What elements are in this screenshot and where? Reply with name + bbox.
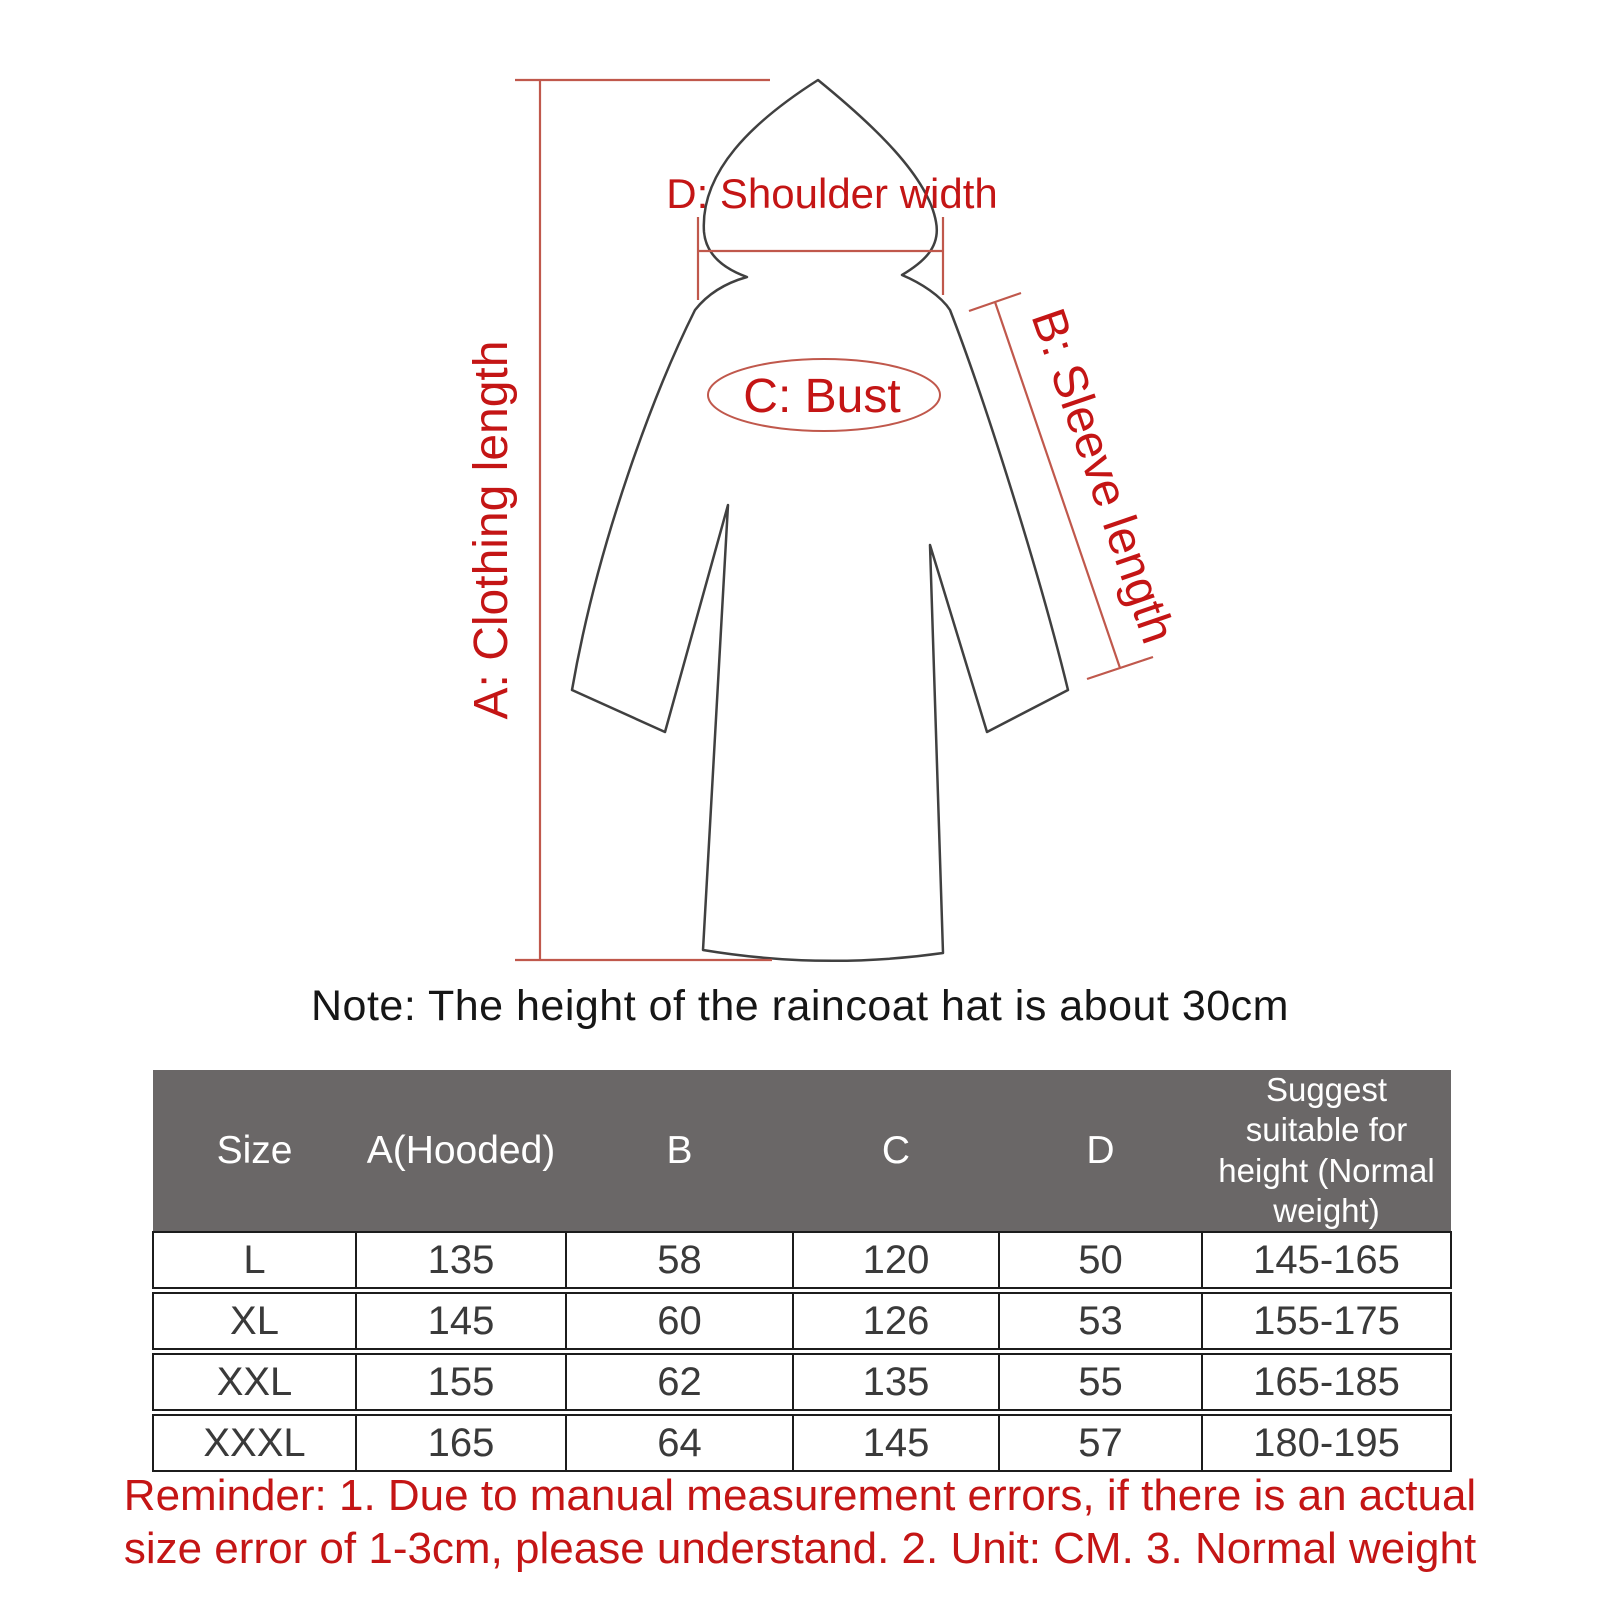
reminder-line-1: Reminder: 1. Due to manual measurement errors, if there is an actual bbox=[123, 1471, 1477, 1520]
table-header-cell: Suggest suitable for height (Normal weight) bbox=[1202, 1070, 1451, 1232]
table-cell: XXXL bbox=[153, 1413, 356, 1472]
table-cell: 135 bbox=[793, 1352, 999, 1413]
table-row-l bbox=[153, 1232, 1451, 1291]
table-cell: 50 bbox=[999, 1232, 1202, 1291]
table-cell: 155 bbox=[356, 1352, 566, 1413]
table-cell: 60 bbox=[566, 1291, 793, 1352]
table-cell: 165-185 bbox=[1202, 1352, 1451, 1413]
table-cell: 145 bbox=[793, 1413, 999, 1472]
shoulder-width-label: D: Shoulder width bbox=[666, 170, 998, 217]
table-header-cell: Size bbox=[153, 1070, 356, 1232]
table-row-xxl bbox=[153, 1352, 1451, 1413]
table-cell: 62 bbox=[566, 1352, 793, 1413]
reminder-line-2: size error of 1-3cm, please understand. 2. Unit: CM. 3. Normal weight bbox=[123, 1523, 1477, 1573]
bust-label: C: Bust bbox=[743, 370, 901, 423]
table-cell: 155-175 bbox=[1202, 1291, 1451, 1352]
table-cell: 64 bbox=[566, 1413, 793, 1472]
hat-height-note: Note: The height of the raincoat hat is about 30cm bbox=[311, 982, 1289, 1030]
table-row-xl bbox=[153, 1291, 1451, 1352]
table-cell: 120 bbox=[793, 1232, 999, 1291]
table-cell: XXL bbox=[153, 1352, 356, 1413]
table-cell: 165 bbox=[356, 1413, 566, 1472]
table-cell: 58 bbox=[566, 1232, 793, 1291]
sleeve-length-label: B: Sleeve length bbox=[1020, 302, 1185, 651]
table-cell: 145 bbox=[356, 1291, 566, 1352]
table-cell: 55 bbox=[999, 1352, 1202, 1413]
reminder-text bbox=[0, 1470, 1600, 1576]
table-cell: 180-195 bbox=[1202, 1413, 1451, 1472]
table-header-cell: D bbox=[999, 1070, 1202, 1232]
table-cell: 126 bbox=[793, 1291, 999, 1352]
table-cell: 53 bbox=[999, 1291, 1202, 1352]
table-cell: 145-165 bbox=[1202, 1232, 1451, 1291]
table-row-xxxl bbox=[153, 1413, 1451, 1472]
size-table bbox=[152, 1070, 1452, 1472]
table-header-cell: A(Hooded) bbox=[356, 1070, 566, 1232]
size-table-header-row bbox=[153, 1070, 1451, 1232]
table-header-cell: B bbox=[566, 1070, 793, 1232]
table-header-cell: C bbox=[793, 1070, 999, 1232]
table-cell: L bbox=[153, 1232, 356, 1291]
table-cell: XL bbox=[153, 1291, 356, 1352]
table-cell: 135 bbox=[356, 1232, 566, 1291]
table-cell: 57 bbox=[999, 1413, 1202, 1472]
clothing-length-label: A: Clothing length bbox=[465, 340, 518, 720]
